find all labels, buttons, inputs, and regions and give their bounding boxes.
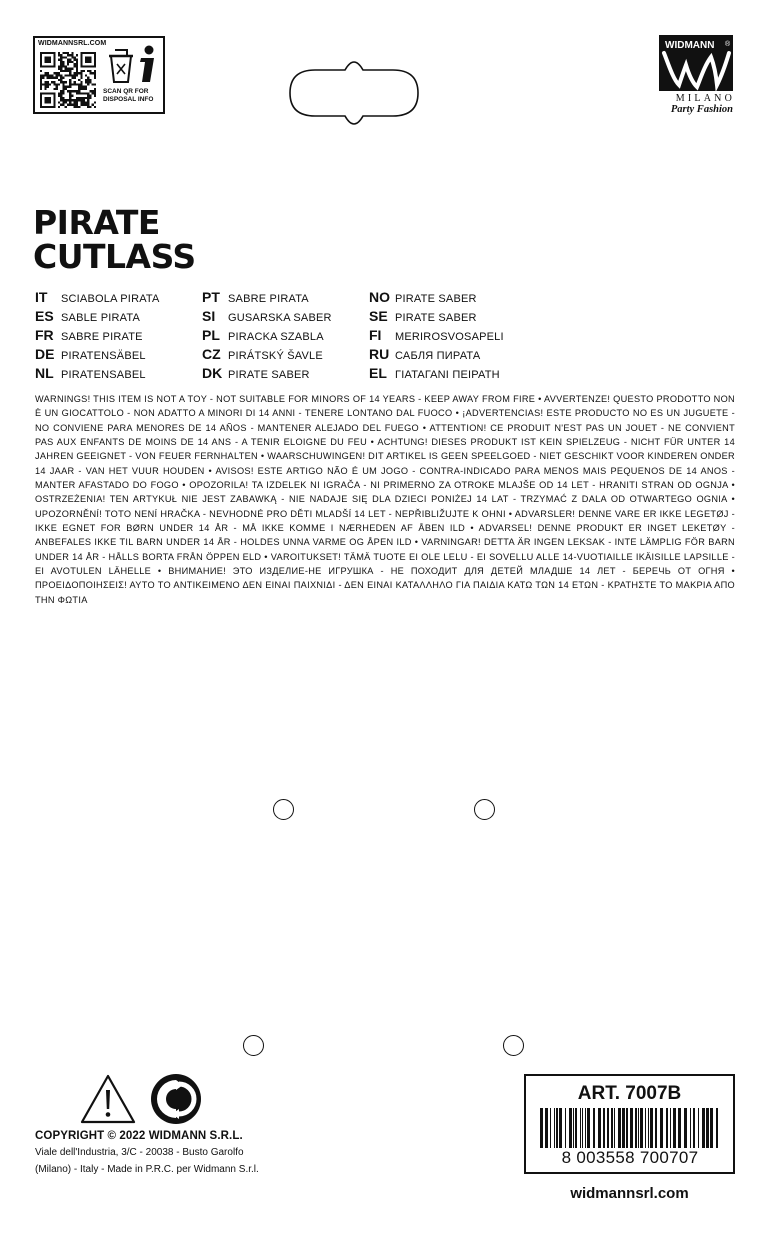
- copyright-text: COPYRIGHT © 2022 WIDMANN S.R.L.: [35, 1130, 243, 1142]
- green-dot-recycling-icon: [150, 1073, 202, 1125]
- translated-name: PIRATE SABER: [395, 293, 477, 305]
- website-link[interactable]: widmannsrl.com: [570, 1185, 689, 1202]
- translation-item: [202, 289, 332, 308]
- translated-name: SABRE PIRATE: [61, 331, 143, 343]
- recycling-info-icon: [105, 44, 161, 84]
- hang-hole: [285, 52, 423, 134]
- translated-name: PIRATE SABER: [395, 312, 477, 324]
- language-code: PT: [202, 289, 220, 305]
- qr-disposal-box: [33, 36, 165, 114]
- qr-caption-line: DISPOSAL INFO: [103, 96, 154, 103]
- translated-name: SABLE PIRATA: [61, 312, 141, 324]
- translation-item: [35, 346, 160, 365]
- translation-item: [202, 327, 332, 346]
- language-code: IT: [35, 289, 48, 305]
- language-code: DE: [35, 346, 55, 362]
- article-number: ART. 7007B: [577, 1083, 682, 1104]
- translation-item: [369, 327, 504, 346]
- translation-column: [202, 289, 332, 384]
- translation-column: [369, 289, 504, 384]
- qr-caption: [103, 88, 165, 104]
- article-barcode-box: [524, 1074, 735, 1174]
- translated-name: SCIABOLA PIRATA: [61, 293, 160, 305]
- translated-name: PIRATE SABER: [228, 369, 310, 381]
- translation-column: [35, 289, 160, 384]
- language-code: DK: [202, 365, 223, 381]
- translated-name: PIRATENSÄBEL: [61, 350, 146, 362]
- translated-name: ΓΙΑΤΑΓΑΝΙ ΠΕΙΡΑΤΗ: [395, 369, 500, 381]
- language-code: RU: [369, 346, 390, 362]
- language-code: FI: [369, 327, 382, 343]
- peg-hole: [503, 1035, 524, 1056]
- translation-item: [369, 346, 504, 365]
- language-code: FR: [35, 327, 54, 343]
- logo-brand-text: WIDMANN: [665, 40, 715, 51]
- language-code: NO: [369, 289, 390, 305]
- translated-name: PIRATENSABEL: [61, 369, 146, 381]
- language-code: SI: [202, 308, 216, 324]
- translation-item: [369, 365, 504, 384]
- language-code: SE: [369, 308, 388, 324]
- barcode-number: 8 003558 700707: [535, 1148, 725, 1168]
- language-code: PL: [202, 327, 220, 343]
- translation-item: [35, 289, 160, 308]
- peg-hole: [273, 799, 294, 820]
- translated-name: SABRE PIRATA: [228, 293, 309, 305]
- translation-item: [35, 327, 160, 346]
- peg-hole: [243, 1035, 264, 1056]
- translation-item: [369, 308, 504, 327]
- product-title-line: CUTLASS: [33, 237, 196, 276]
- translation-item: [369, 289, 504, 308]
- translation-item: [35, 308, 160, 327]
- translation-item: [202, 365, 332, 384]
- company-address-line: (Milano) - Italy - Made in P.R.C. per Widmann S.r.l.: [35, 1164, 259, 1175]
- product-title: [33, 203, 293, 276]
- translation-item: [35, 365, 160, 384]
- logo-city: MILANO: [675, 93, 735, 104]
- language-code: ES: [35, 308, 54, 324]
- translated-name: PIRACKA SZABLA: [228, 331, 324, 343]
- translated-name: САБЛЯ ПИРАТА: [395, 350, 481, 362]
- safety-warnings: WARNINGS! THIS ITEM IS NOT A TOY - NOT SUITABLE FOR MINORS OF 14 YEARS - KEEP AWAY FROM FIRE • AVVERTENZE! QUESTO PRODOTTO NON È UN GIOCATTOLO - NON ADATTO A MINORI DI 14 ANNI - TENERE LONTANO DAL FUOCO • ¡ADVERTENCIAS! ESTE PRODUCTO NO ES UN JUGUETE - NO CONVIENE PARA MENORES DE 14 AÑOS - MANTENER ALEJADO DEL FUEGO • ATTENTION! CE PRODUIT N'EST PAS UN JOUET - NE CONVIENT PAS AUX ENFANTS DE MOINS DE 14 ANS - A TENIR ELOIGNE DU FEU • ACHTUNG! DIESES PRODUKT IST KEIN SPIELZEUG - NICHT FÜR UNTER 14 JAHREN GEEIGNET - VON FEUER FERNHALTEN • WAARSCHUWINGEN! DIT ARTIKEL IS GEEN SPEELGOED - NIET GESCHIKT VOOR KINDEREN ONDER 14 JAAR - VAN HET VUUR HOUDEN • AVISOS! ESTE ARTIGO NÃO É UM JOGO - CONTRA-INDICADO PARA MENOS MAIS PEQUENOS DE 14 ANOS - MANTER AFASTADO DO FOGO • OPOZORILA! TA IZDELEK NI IGRAČA - NI PRIMERNO ZA OTROKE MLAJŠE OD 14 LET - HRANITI STRAN OD OGNJA • OSTRZEŻENIA! TEN ARTYKUŁ NIE JEST ZABAWKĄ - NIE NADAJE SIĘ DLA DZIECI PONIŻEJ 14 LAT - TRZYMAĆ Z DALA OD OTWARTEGO OGNIA • UPOZORNĚNÍ! TOTO NENÍ HRAČKA - NEVHODNÉ PRO DĚTI MLADŠÍ 14 LET - NEPŘIBLIŽUJTE K OHNI • ADVARSLER! DENNE VARE ER IKKE LEGETØJ - IKKE EGNET FOR BØRN UNDER 14 ÅR - MÅ IKKE KOMME I NÆRHEDEN AF ÅBEN ILD • ADVARSEL! DENNE PRODUKT ER INGET LEKETØY - ANBEFALES IKKE TIL BARN UNDER 14 ÅR - HOLDES UNNA VARME OG ÅPEN ILD • VARNINGAR! DETTA ÄR INGEN LEKSAK - INTE LÄMPLIG FÖR BARN UNDER 14 ÅR - HÅLLS BORTA FRÅN ÖPPEN ELD • VAROITUKSET! TÄMÄ TUOTE EI OLE LELU - EI SOVELLU ALLE 14-VUOTIAILLE IKÄISILLE LAPSILLE - EI AVOTULEN LÄHELLE • ВНИМАНИЕ! ЭТО ИЗДЕЛИЕ-НЕ ИГРУШКА - НЕ ПОХОДИТ ДЛЯ ДЕТЕЙ МЛАДШЕ 14 ЛЕТ - БЕРЕЧЬ ОТ ОГНЯ • ΠΡΟΕΙΔΟΠΟΙΗΣΕΙΣ! ΑΥΤΟ ΤΟ ΑΝΤΙΚΕΙΜΕΝΟ ΔΕΝ ΕΙΝΑΙ ΠΑΙΧΝΙΔΙ - ΔΕΝ ΕΙΝΑΙ ΚΑΤΑΛΛΗΛΟ ΓΙΑ ΠΑΙΔΙΑ ΚΑΤΩ ΤΩΝ 14 ΕΤΩΝ - ΚΡΑΤΗΣΤΕ ΤΟ ΜΑΚΡΙΑ ΑΠΟ ΤΗΝ ΦΩΤΙΑ: [35, 394, 735, 605]
- peg-hole: [474, 799, 495, 820]
- product-title-line: PIRATE: [33, 203, 160, 242]
- warning-triangle-icon: [79, 1073, 137, 1125]
- translation-item: [202, 346, 332, 365]
- translated-name: PIRÁTSKÝ ŠAVLE: [228, 350, 323, 362]
- logo-registered-mark: ®: [725, 41, 731, 48]
- translated-name: GUSARSKA SABER: [228, 312, 332, 324]
- company-address-line: Viale dell'Industria, 3/C - 20038 - Busto Garolfo: [35, 1147, 244, 1158]
- translation-item: [202, 308, 332, 327]
- qr-url-label: WIDMANNSRL.COM: [38, 40, 107, 47]
- logo-tagline: Party Fashion: [670, 104, 733, 115]
- language-code: EL: [369, 365, 387, 381]
- qr-caption-line: SCAN QR FOR: [103, 88, 149, 95]
- language-code: NL: [35, 365, 54, 381]
- qr-code-icon[interactable]: [40, 52, 96, 108]
- language-code: CZ: [202, 346, 221, 362]
- widmann-logo-icon: [659, 35, 733, 91]
- translated-name: MERIROSVOSAPELI: [395, 331, 504, 343]
